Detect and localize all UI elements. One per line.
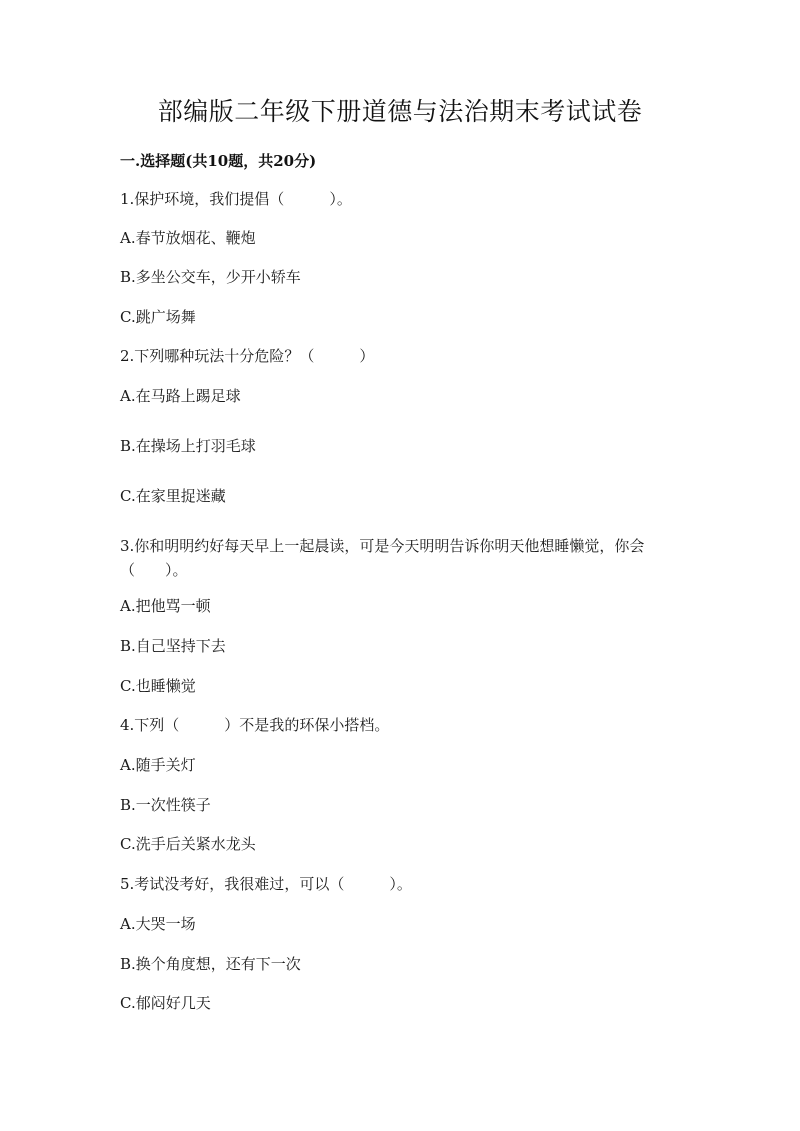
question-3-option-c: C.也睡懒觉 xyxy=(120,677,196,695)
question-2-option-b: B.在操场上打羽毛球 xyxy=(120,437,256,455)
exam-title: 部编版二年级下册道德与法治期末考试试卷 xyxy=(157,97,643,126)
question-5-stem: 5.考试没考好，我很难过，可以（ ）。 xyxy=(120,875,412,893)
question-2-stem: 2.下列哪种玩法十分危险？（ ） xyxy=(120,347,375,365)
question-4-option-b: B.一次性筷子 xyxy=(120,796,211,814)
question-5-option-a: A.大哭一场 xyxy=(120,915,196,933)
question-1-option-b: B.多坐公交车，少开小轿车 xyxy=(120,268,301,286)
section-heading: 一.选择题(共10题，共20分) xyxy=(120,152,317,170)
question-5-option-b: B.换个角度想，还有下一次 xyxy=(120,955,301,973)
question-4-option-a: A.随手关灯 xyxy=(120,756,196,774)
question-1-option-a: A.春节放烟花、鞭炮 xyxy=(120,229,256,247)
question-2-option-c: C.在家里捉迷藏 xyxy=(120,487,226,505)
question-1-stem: 1.保护环境，我们提倡（ ）。 xyxy=(120,190,352,208)
question-1-option-c: C.跳广场舞 xyxy=(120,308,196,326)
question-5-option-c: C.郁闷好几天 xyxy=(120,994,211,1012)
question-3-option-b: B.自己坚持下去 xyxy=(120,637,226,655)
question-4-stem: 4.下列（ ）不是我的环保小搭档。 xyxy=(120,716,390,734)
question-3-option-a: A.把他骂一顿 xyxy=(120,597,211,615)
question-4-option-c: C.洗手后关紧水龙头 xyxy=(120,835,256,853)
question-3-stem: 3.你和明明约好每天早上一起晨读，可是今天明明告诉你明天他想睡懒觉，你会（ ）。 xyxy=(120,537,645,579)
question-2-option-a: A.在马路上踢足球 xyxy=(120,387,241,405)
